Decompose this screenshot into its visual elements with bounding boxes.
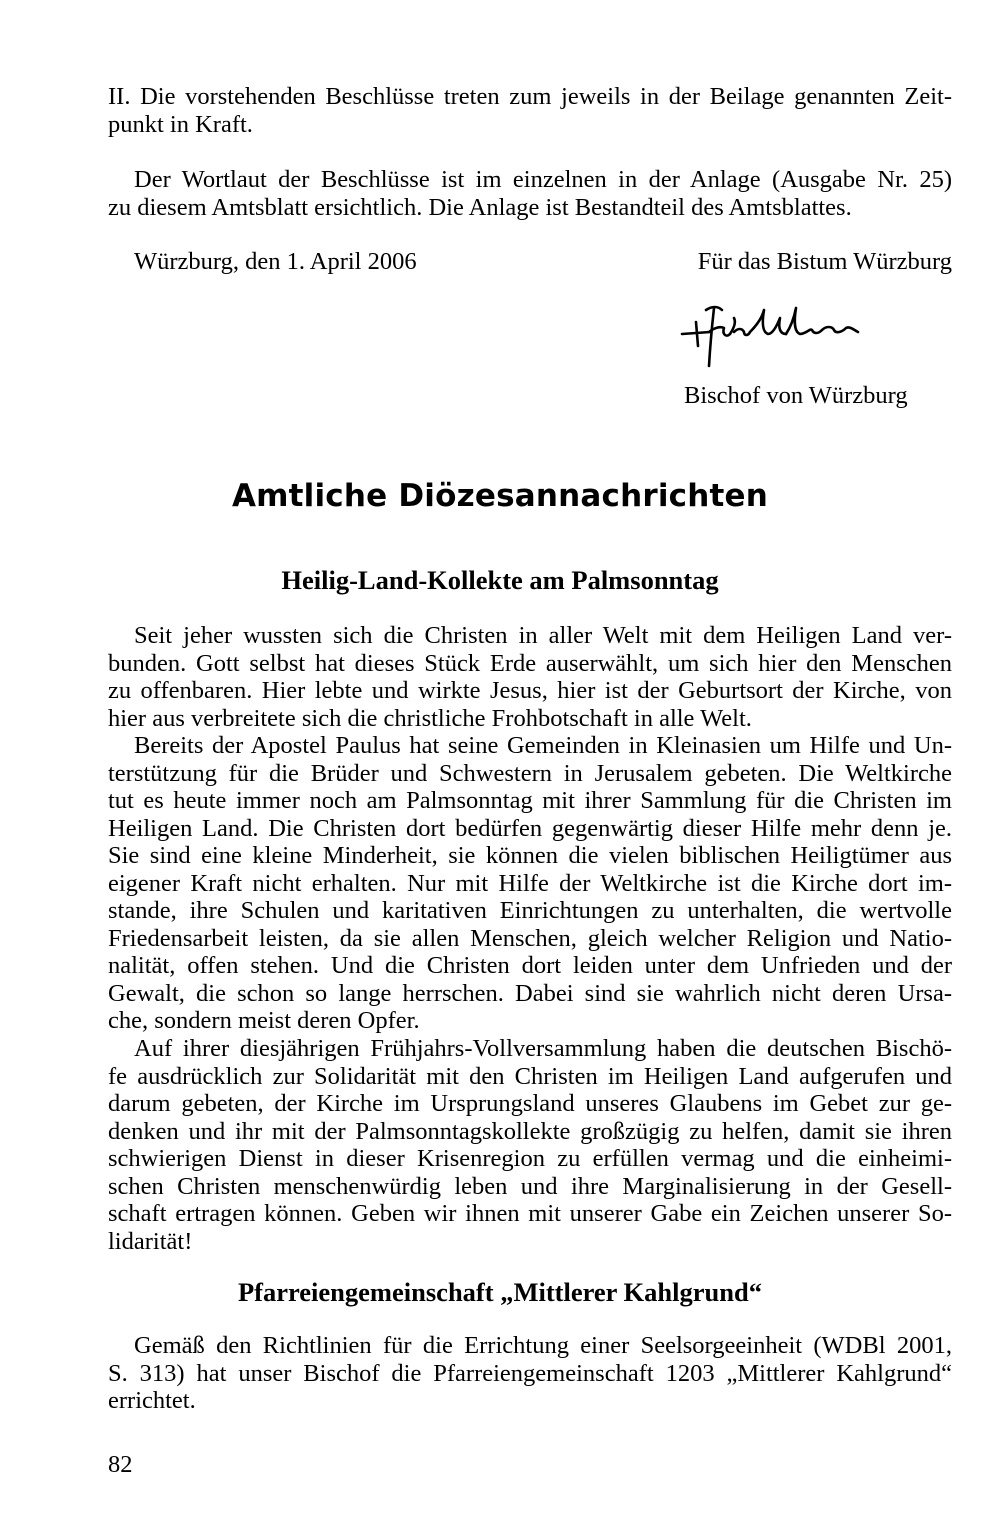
article-heading-heilig-land: Heilig-Land-Kollekte am Palmsonntag bbox=[281, 565, 719, 595]
text-line: darum gebeten, der Kirche im Ursprungsland unseres Glaubens im Gebet zur ge- bbox=[108, 1090, 952, 1117]
text-line: stande, ihre Schulen und karitativen Einrichtungen zu unterhalten, die wertvolle bbox=[108, 897, 952, 924]
for-diocese: Für das Bistum Würzburg bbox=[697, 248, 952, 275]
text-line: zu offenbaren. Hier lebte und wirkte Jesus, hier ist der Geburtsort der Kirche, von bbox=[108, 677, 952, 704]
text-line: S. 313) hat unser Bischof die Pfarreiengemeinschaft 1203 „Mittlerer Kahlgrund“ bbox=[108, 1359, 952, 1387]
article1-paragraph-1 bbox=[108, 622, 952, 732]
text-line: Der Wortlaut der Beschlüsse ist im einzelnen in der Anlage (Ausgabe Nr. 25) bbox=[134, 166, 952, 193]
text-line: che, sondern meist deren Opfer. bbox=[108, 1007, 420, 1034]
text-line: Auf ihrer diesjährigen Frühjahrs-Vollversammlung haben die deutschen Bischö- bbox=[134, 1035, 952, 1062]
bishop-signature bbox=[676, 288, 886, 368]
text-line: Bereits der Apostel Paulus hat seine Gemeinden in Kleinasien um Hilfe und Un- bbox=[134, 732, 952, 759]
text-line: punkt in Kraft. bbox=[108, 110, 253, 138]
page-number: 82 bbox=[108, 1451, 133, 1478]
text-line: Sie sind eine kleine Minderheit, sie können die vielen biblischen Heiligtümer aus bbox=[108, 842, 952, 869]
paragraph-wortlaut bbox=[108, 166, 952, 221]
text-line: schwierigen Dienst in dieser Krisenregion zu erfüllen vermag und die einheimi- bbox=[108, 1145, 952, 1172]
signer-title: Bischof von Würzburg bbox=[684, 382, 908, 409]
text-line: Seit jeher wussten sich die Christen in aller Welt mit dem Heiligen Land ver- bbox=[134, 622, 952, 649]
text-line: hier aus verbreitete sich die christliche Frohbotschaft in alle Welt. bbox=[108, 704, 752, 732]
text-line: tut es heute immer noch am Palmsonntag mit ihrer Sammlung für die Christen im bbox=[108, 787, 952, 814]
article1-paragraph-2 bbox=[108, 732, 952, 1035]
text-line: errichtet. bbox=[108, 1387, 196, 1414]
text-line: schaft ertragen können. Geben wir ihnen mit unserer Gabe ein Zeichen unserer So- bbox=[108, 1200, 952, 1227]
text-line: fe ausdrücklich zur Solidarität mit den Christen im Heiligen Land aufgerufen und bbox=[108, 1062, 952, 1090]
paragraph-ii bbox=[108, 83, 952, 138]
text-line: eigener Kraft nicht erhalten. Nur mit Hilfe der Weltkirche ist die Kirche dort im- bbox=[108, 869, 952, 897]
text-line: bunden. Gott selbst hat dieses Stück Erde auserwählt, um sich hier den Menschen bbox=[108, 649, 952, 677]
article1-paragraph-3 bbox=[108, 1035, 952, 1255]
text-line: Gewalt, die schon so lange herrschen. Dabei sind sie wahrlich nicht deren Ursa- bbox=[108, 979, 952, 1007]
text-line: Gemäß den Richtlinien für die Errichtung einer Seelsorgeeinheit (WDBl 2001, bbox=[134, 1332, 952, 1359]
section-title: Amtliche Diözesannachrichten bbox=[231, 478, 769, 514]
place-date: Würzburg, den 1. April 2006 bbox=[134, 248, 417, 275]
article2-paragraph-1 bbox=[108, 1332, 952, 1415]
text-line: zu diesem Amtsblatt ersichtlich. Die Anlage ist Bestandteil des Amtsblattes. bbox=[108, 193, 852, 221]
text-line: Friedensarbeit leisten, da sie allen Menschen, gleich welcher Religion und Natio- bbox=[108, 924, 952, 952]
text-line: lidarität! bbox=[108, 1227, 193, 1255]
text-line: denken und ihr mit der Palmsonntagskollekte großzügig zu helfen, damit sie ihren bbox=[108, 1117, 952, 1145]
text-line: terstützung für die Brüder und Schwestern in Jerusalem gebeten. Die Weltkirche bbox=[108, 759, 952, 787]
text-line: schen Christen menschenwürdig leben und ihre Marginalisierung in der Gesell- bbox=[108, 1172, 952, 1200]
text-line: nalität, offen stehen. Und die Christen dort leiden unter dem Unfrieden und der bbox=[108, 952, 952, 979]
text-line: II. Die vorstehenden Beschlüsse treten zum jeweils in der Beilage genannten Zeit- bbox=[108, 83, 952, 110]
article-heading-pfarreiengemeinschaft: Pfarreiengemeinschaft „Mittlerer Kahlgrund“ bbox=[237, 1277, 762, 1307]
text-line: Heiligen Land. Die Christen dort bedürfen gegenwärtig dieser Hilfe mehr denn je. bbox=[108, 814, 952, 842]
